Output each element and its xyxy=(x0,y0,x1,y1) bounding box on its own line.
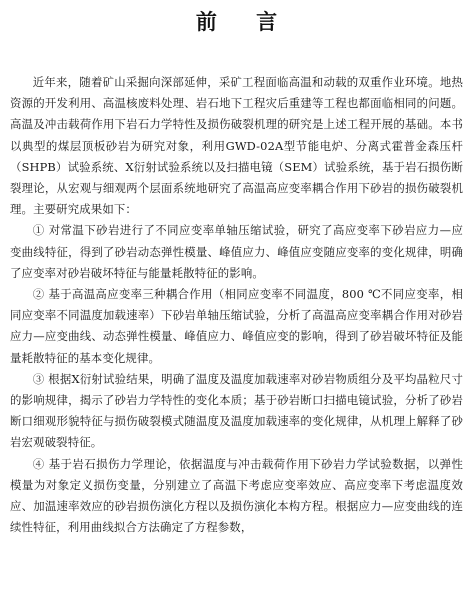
paragraph-finding-3: ③ 根据X衍射试验结果，明确了温度及温度加载速率对砂岩物质组分及平均晶粒尺寸的影响规律，揭示了砂岩力学特性的变化本质；基于砂岩断口扫描电镜试验，分析了砂岩断口细观形貌特征与损伤破裂模式随温度及温度加载速率的变化规律，从机理上解释了砂岩宏观破裂特征。 xyxy=(10,371,463,450)
body-text xyxy=(10,72,463,538)
page-title: 前 言 xyxy=(195,10,294,34)
paragraph-finding-4: ④ 基于岩石损伤力学理论，依据温度与冲击载荷作用下砂岩力学试验数据，以弹性模量为对象定义损伤变量，分别建立了高温下考虑应变率效应、高应变率下考虑温度效应、加温速率效应的砂岩损伤演化方程以及损伤演化本构方程。根据应力—应变曲线的连续性特征，利用曲线拟合方法确定了方程参数， xyxy=(10,456,463,535)
paragraph-finding-2: ② 基于高温高应变率三种耦合作用（相同应变率不同温度，800 ℃不同应变率，相同应变率不同温度加载速率）下砂岩单轴压缩试验，分析了高温高应变率耦合作用对砂岩应力—应变曲线、动态弹性模量、峰值应力、峰值应变的影响，得到了砂岩破坏特征及能量耗散特征的基本变化规律。 xyxy=(10,287,463,365)
paragraph-intro: 近年来，随着矿山采掘向深部延伸，采矿工程面临高温和动载的双重作业环境。地热资源的开发利用、高温核废料处理、岩石地下工程灾后重建等工程也都面临相同的问题。高温及冲击载荷作用下岩石力学特性及损伤破裂机理的研究是上述工程开展的基础。本书以典型的煤层顶板砂岩为研究对象，利用GWD-02A型节能电炉、分离式霍普金森压杆（SHPB）试验系统、X衍射试验系统以及扫描电镜（SEM）试验系统，基于岩石损伤断裂理论，从宏观与细观两个层面系统地研究了高温高应变率耦合作用下砂岩的损伤破裂机理。主要研究成果如下： xyxy=(10,75,463,217)
paragraph-finding-1: ① 对常温下砂岩进行了不同应变率单轴压缩试验，研究了高应变率下砂岩应力—应变曲线特征，得到了砂岩动态弹性模量、峰值应力、峰值应变随应变率的变化规律，明确了应变率对砂岩破坏特征与能量耗散特征的影响。 xyxy=(10,223,463,280)
